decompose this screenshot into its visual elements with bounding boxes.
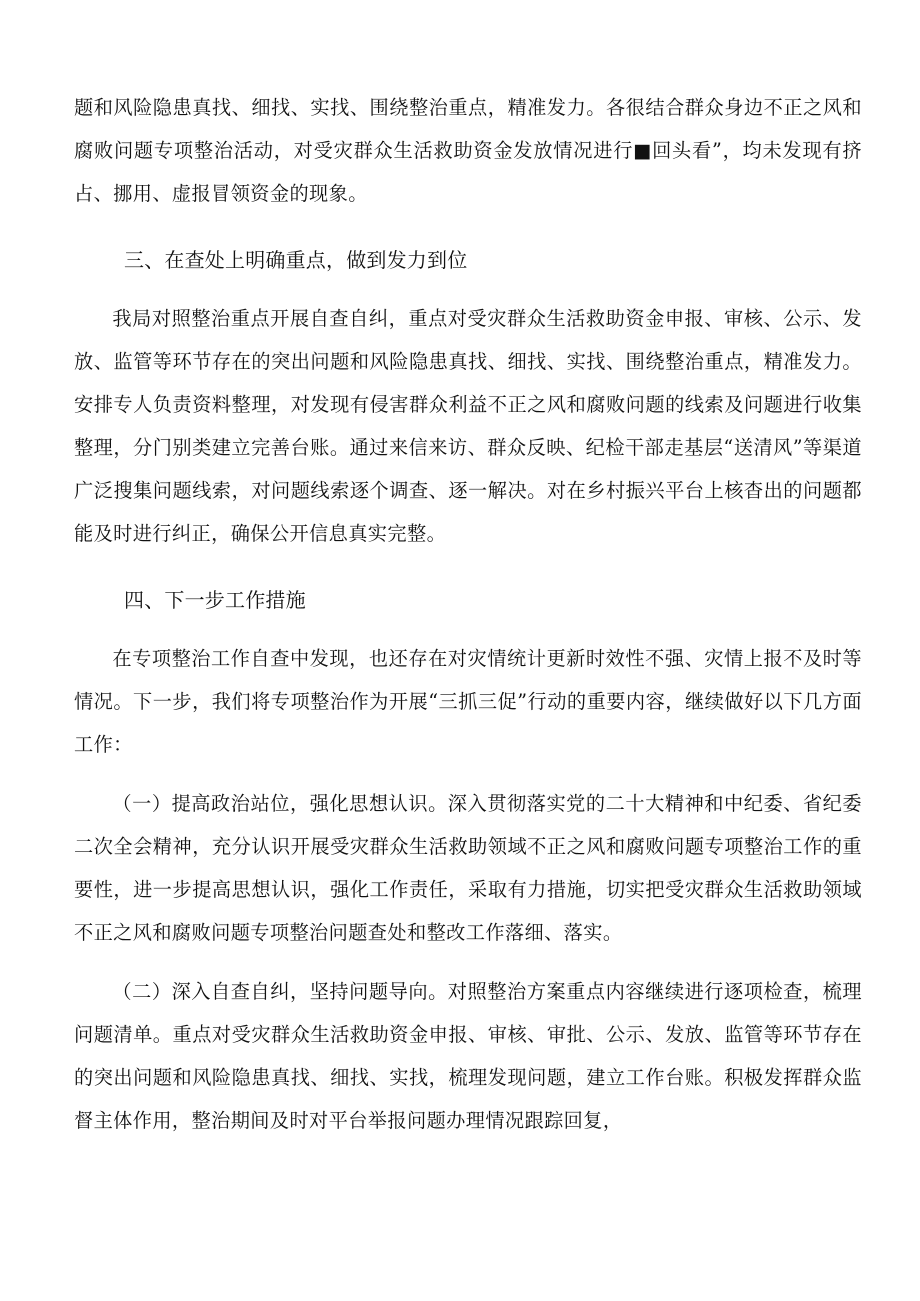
paragraph-measure-2: （二）深入自查自纠，坚持问题导向。对照整治方案重点内容继续进行逐项检查，梳理问题清单。重点对受灾群众生活救助资金申报、审核、审批、公示、发放、监管等环节存在的突出问题和风险隐患真找、细找、实找，梳理发现问题，建立工作台账。积极发挥群众监督主体作用，整治期间及时对平台举报问题办理情况跟踪回复， [74,980,862,1132]
section-heading-3: 三、在查处上明确重点，做到发力到位 [124,248,468,272]
paragraph-section-3: 我局对照整治重点开展自查自纠，重点对受灾群众生活救助资金申报、审核、公示、发放、监管等环节存在的突出问题和风险隐患真找、细找、实找、围绕整治重点，精准发力。安排专人负责资料整理，对发现有侵害群众利益不正之风和腐败问题的线索及问题进行收集整理，分门别类建立完善台账。通过来信来访、群众反映、纪检干部走基层“送清风”等渠道广泛搜集问题线索，对问题线索逐个调查、逐一解决。对在乡村振兴平台上核杳出的问题都能及时进行纠正，确保公开信息真实完整。 [74,307,862,545]
paragraph-section-4-intro: 在专项整治工作自查中发现，也还存在对灾情统计更新时效性不强、灾情上报不及时等情况。下一步，我们将专项整治作为开展“三抓三促”行动的重要内容，继续做好以下几方面工作： [74,647,862,756]
section-heading-4: 四、下一步工作措施 [124,588,306,612]
paragraph-continuation: 题和风险隐患真找、细找、实找、围绕整治重点，精准发力。各很结合群众身边不正之风和腐败问题专项整治活动，对受灾群众生活救助资金发放情况进行■回头看”，均未发现有挤占、挪用、虚报冒领资金的现象。 [74,96,862,205]
paragraph-measure-1: （一）提高政治站位，强化思想认识。深入贯彻落实党的二十大精神和中纪委、省纪委二次全会精神，充分认识开展受灾群众生活救助领域不正之风和腐败问题专项整治工作的重要性，进一步提高思想认识，强化工作责任，采取有力措施，切实把受灾群众生活救助领域不正之风和腐败问题专项整治问题查处和整改工作落细、落实。 [74,792,862,944]
